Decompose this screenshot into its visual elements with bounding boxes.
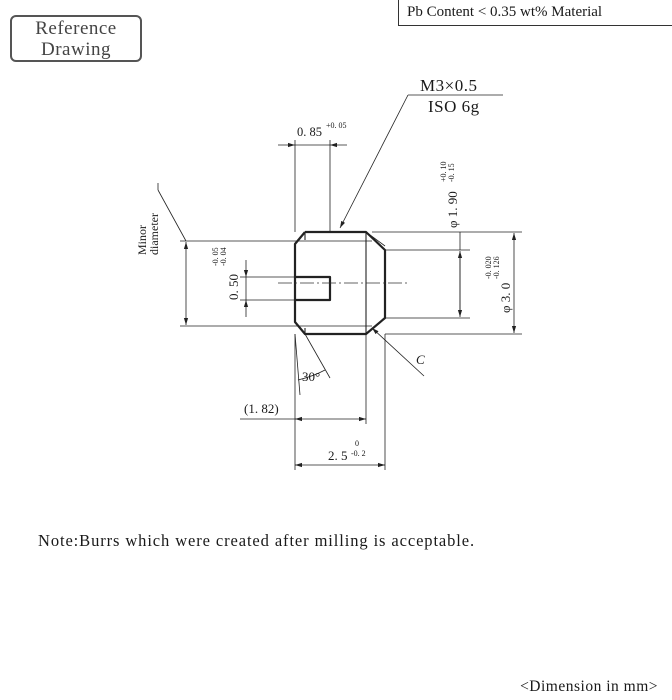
minor-dia-value: φ 1. 90: [445, 191, 460, 228]
minor-diameter-label-line1: Minor: [135, 225, 149, 255]
angle-value: 30°: [302, 369, 321, 384]
slot-depth-dimension: [211, 247, 295, 317]
slot-width-value: 0. 85: [297, 125, 322, 139]
major-dia-tol-lower: -0. 126: [492, 256, 501, 279]
total-length-dimension: [295, 439, 385, 465]
slot-depth-tol-upper: -0. 05: [211, 247, 220, 266]
thread-length-value: (1. 82): [244, 401, 279, 416]
note-text: Note:Burrs which were created after milling is acceptable.: [38, 531, 476, 550]
minor-diameter-dimension: [385, 161, 470, 318]
thread-spec-line2: ISO 6g: [428, 97, 480, 116]
units-label: <Dimension in mm>: [520, 678, 658, 695]
slot-depth-value: 0. 50: [226, 274, 241, 300]
reference-label-line2: Drawing: [41, 38, 111, 60]
thread-callout: [340, 76, 503, 228]
major-dia-value: φ 3. 0: [498, 282, 513, 313]
major-dia-tol-upper: -0. 020: [484, 256, 493, 279]
total-length-value: 2. 5: [328, 448, 348, 463]
minor-dia-tol-lower: -0. 15: [447, 163, 456, 182]
material-note: Pb Content < 0.35 wt% Material: [407, 4, 603, 20]
slot-width-dimension: [278, 121, 347, 232]
minor-diameter-label-line2: diameter: [147, 213, 161, 255]
slot-depth-tol-lower: -0. 04: [219, 247, 228, 266]
thread-spec-line1: M3×0.5: [420, 76, 478, 95]
total-length-tol-lower: -0. 2: [351, 449, 366, 458]
reference-label-line1: Reference: [35, 17, 117, 39]
chamfer-callout: [372, 328, 425, 376]
total-length-tol-upper: 0: [355, 439, 359, 448]
angle-dimension: [295, 334, 330, 395]
slot-width-tolerance: +0. 05: [326, 121, 347, 130]
chamfer-label: C: [416, 352, 425, 367]
minor-dia-tol-upper: +0. 10: [439, 161, 448, 182]
